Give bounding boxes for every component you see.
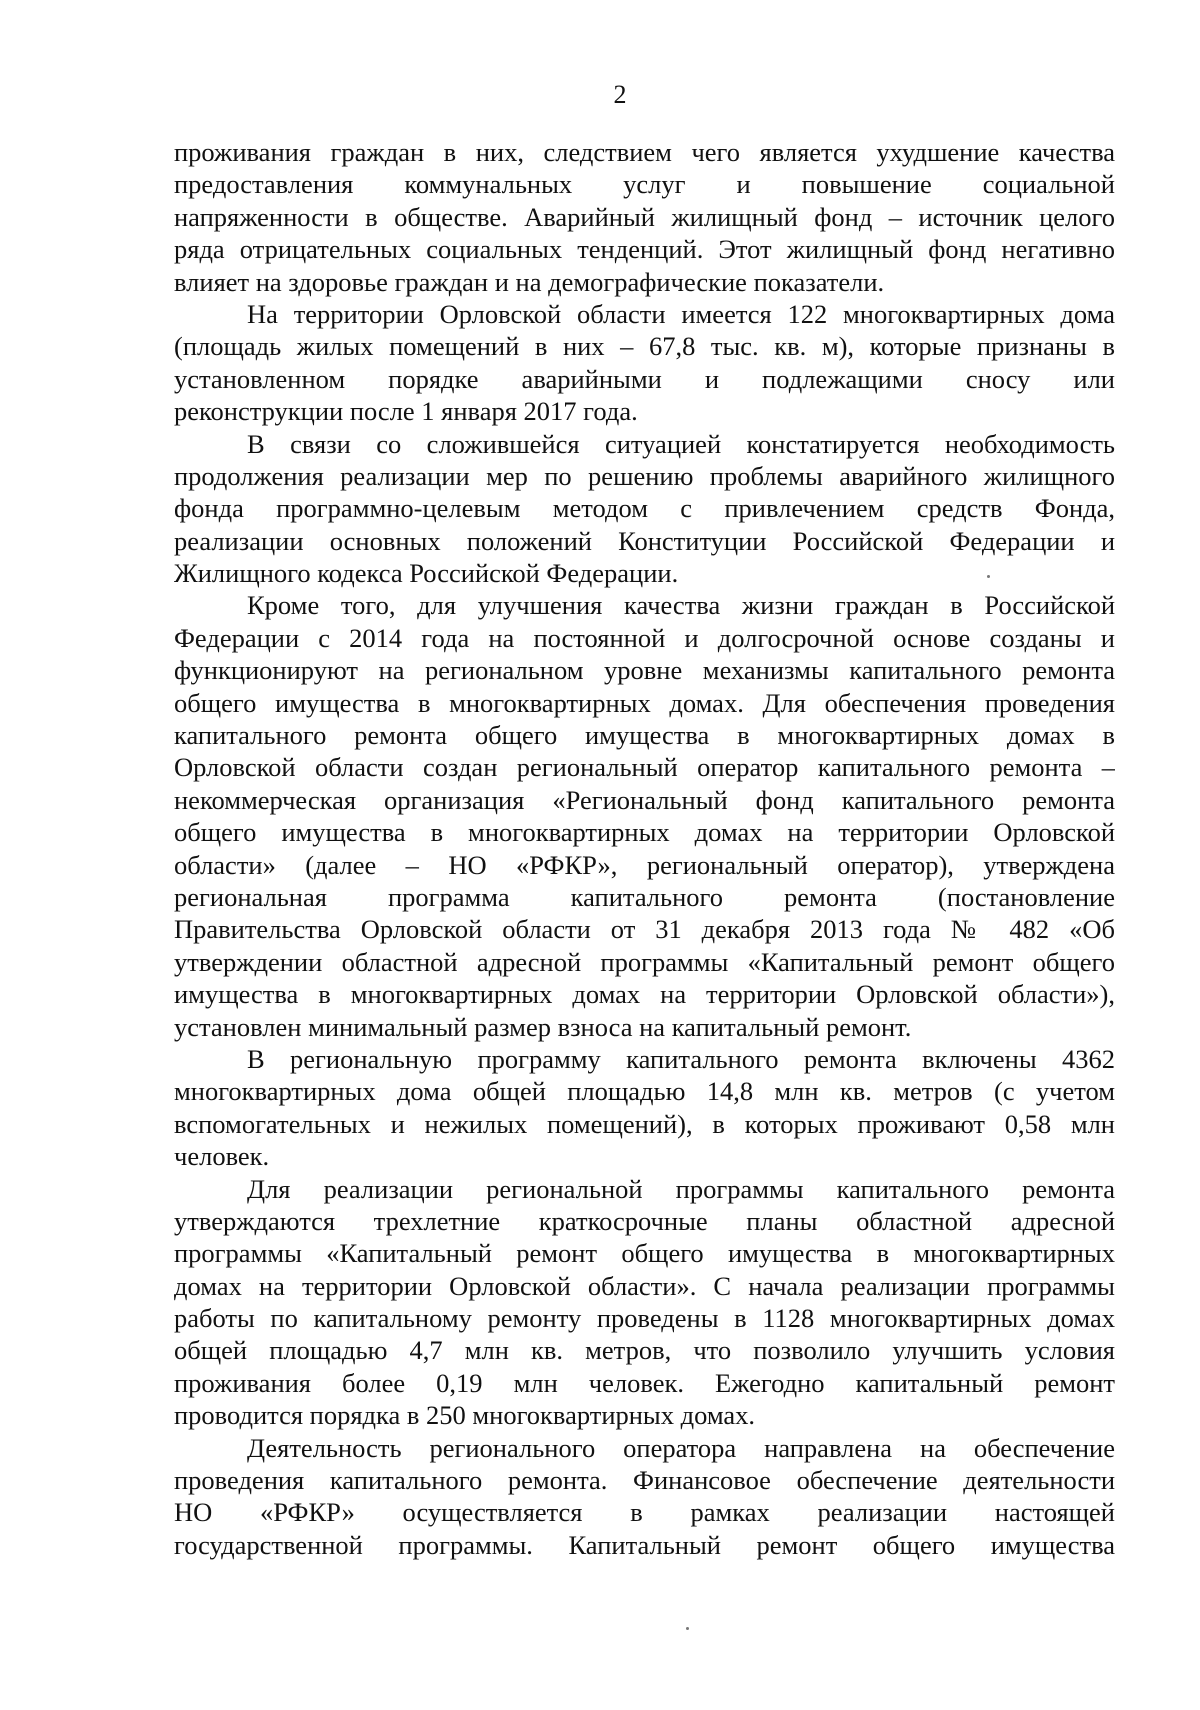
paragraph-line: работы по капитальному ремонту проведены в 1128 многоквартирных домах	[174, 1303, 1115, 1334]
paragraph-line: (площадь жилых помещений в них – 67,8 тыс. кв. м), которые признаны в	[174, 331, 1115, 362]
paragraph	[174, 1432, 1115, 1562]
page-number: 2	[613, 80, 627, 109]
paragraph-line: Для реализации региональной программы капитального ремонта	[247, 1173, 1115, 1204]
paragraph-line: имущества в многоквартирных домах на территории Орловской области»),	[174, 979, 1115, 1010]
paragraph-line: программы «Капитальный ремонт общего имущества в многоквартирных	[174, 1238, 1115, 1269]
paragraph-line: региональная программа капитального ремонта (постановление	[174, 881, 1115, 912]
paragraph-line: Жилищного кодекса Российской Федерации.	[174, 558, 679, 589]
paragraph-line: общего имущества в многоквартирных домах на территории Орловской	[174, 817, 1115, 848]
paragraph	[174, 428, 1115, 590]
paragraph-line: области» (далее – НО «РФКР», региональный оператор), утверждена	[174, 849, 1115, 880]
paragraph-line: проведения капитального ремонта. Финансовое обеспечение деятельности	[174, 1465, 1115, 1496]
paragraph-line: ряда отрицательных социальных тенденций. Этот жилищный фонд негативно	[174, 234, 1115, 265]
paragraph-line: общего имущества в многоквартирных домах. Для обеспечения проведения	[174, 687, 1115, 718]
document-body	[174, 136, 1115, 1561]
paragraph-line: Правительства Орловской области от 31 декабря 2013 года № 482 «Об	[174, 914, 1115, 945]
scan-speck	[987, 575, 990, 578]
paragraph-line: некоммерческая организация «Региональный фонд капитального ремонта	[174, 784, 1115, 815]
paragraph-line: общей площадью 4,7 млн кв. метров, что позволило улучшить условия	[174, 1335, 1115, 1366]
paragraph-line: проводится порядка в 250 многоквартирных домах.	[174, 1400, 756, 1431]
paragraph-line: Деятельность регионального оператора направлена на обеспечение	[247, 1432, 1115, 1463]
paragraph-line: капитального ремонта общего имущества в многоквартирных домах в	[174, 720, 1115, 751]
paragraph-line: реализации основных положений Конституции Российской Федерации и	[174, 525, 1115, 556]
paragraph	[174, 136, 1115, 298]
paragraph-line: домах на территории Орловской области». С начала реализации программы	[174, 1270, 1115, 1301]
paragraph-line: Орловской области создан региональный оператор капитального ремонта –	[174, 752, 1115, 783]
paragraph-line: Кроме того, для улучшения качества жизни граждан в Российской	[247, 590, 1115, 621]
paragraph-line: В региональную программу капитального ремонта включены 4362	[247, 1043, 1115, 1074]
paragraph-line: напряженности в обществе. Аварийный жилищный фонд – источник целого	[174, 201, 1115, 232]
paragraph-line: НО «РФКР» осуществляется в рамках реализации настоящей	[174, 1497, 1115, 1528]
paragraph-line: В связи со сложившейся ситуацией констатируется необходимость	[247, 428, 1115, 459]
paragraph-line: установлен минимальный размер взноса на капитальный ремонт.	[174, 1011, 912, 1042]
paragraph	[174, 1043, 1115, 1173]
paragraph-line: установленном порядке аварийными и подлежащими сносу или	[174, 363, 1115, 394]
paragraph-line: утверждении областной адресной программы «Капитальный ремонт общего	[174, 946, 1115, 977]
paragraph-line: На территории Орловской области имеется 122 многоквартирных дома	[247, 298, 1115, 329]
paragraph-line: государственной программы. Капитальный ремонт общего имущества	[174, 1529, 1115, 1560]
paragraph-line: проживания граждан в них, следствием чего является ухудшение качества	[174, 137, 1115, 167]
paragraph-line: Федерации с 2014 года на постоянной и долгосрочной основе созданы и	[174, 622, 1115, 653]
paragraph-line: фонда программно-целевым методом с привлечением средств Фонда,	[174, 493, 1115, 524]
paragraph	[174, 1173, 1115, 1432]
paragraph-line: проживания более 0,19 млн человек. Ежегодно капитальный ремонт	[174, 1367, 1115, 1398]
paragraph-line: вспомогательных и нежилых помещений), в которых проживают 0,58 млн	[174, 1108, 1115, 1139]
paragraph-line: реконструкции после 1 января 2017 года.	[174, 396, 638, 427]
paragraph-line: функционируют на региональном уровне механизмы капитального ремонта	[174, 655, 1115, 686]
paragraph-line: человек.	[174, 1141, 270, 1172]
paragraph-line: утверждаются трехлетние краткосрочные планы областной адресной	[174, 1205, 1115, 1236]
paragraph	[174, 298, 1115, 428]
paragraph	[174, 589, 1115, 1042]
paragraph-line: предоставления коммунальных услуг и повышение социальной	[174, 169, 1115, 200]
paragraph-line: многоквартирных дома общей площадью 14,8 млн кв. метров (с учетом	[174, 1076, 1115, 1107]
paragraph-line: влияет на здоровье граждан и на демографические показатели.	[174, 266, 885, 297]
paragraph-line: продолжения реализации мер по решению проблемы аварийного жилищного	[174, 460, 1115, 491]
scan-speck	[686, 1627, 689, 1630]
